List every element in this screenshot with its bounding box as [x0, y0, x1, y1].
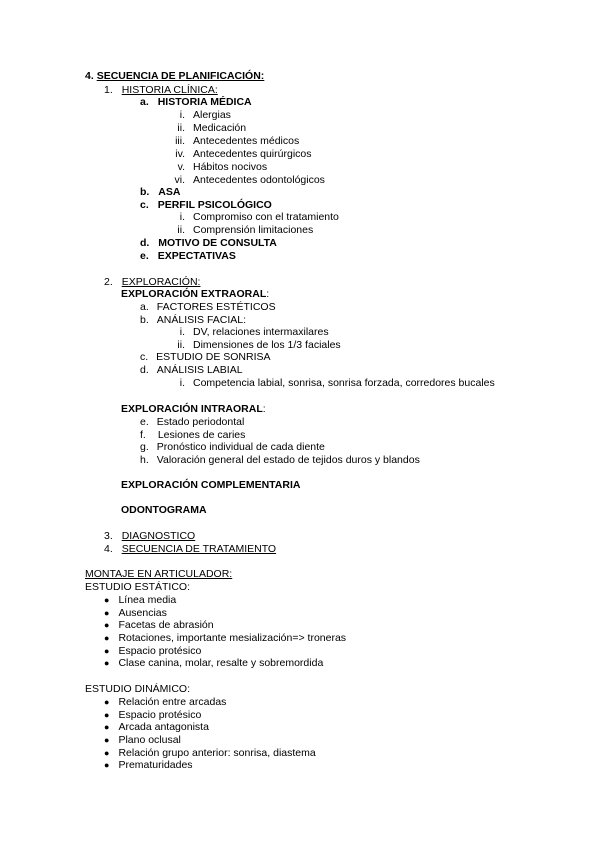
- list-item: [165, 377, 495, 390]
- list-item: [165, 224, 313, 237]
- list-text: Prematuridades: [118, 759, 193, 771]
- bullet-icon: ●: [104, 697, 110, 707]
- list-text: Estado periodontal: [156, 416, 245, 428]
- list-text: Línea media: [118, 594, 177, 606]
- bullet-item: [104, 759, 193, 772]
- list-item: [165, 174, 325, 187]
- bullet-icon: ●: [104, 633, 110, 643]
- bullet-item: [104, 632, 346, 645]
- heading-colon: :: [266, 288, 270, 300]
- list-text: Lesiones de caries: [157, 429, 246, 441]
- roman-number: iii.: [175, 135, 185, 147]
- roman-number: ii.: [177, 122, 185, 134]
- roman-number: ii.: [177, 339, 185, 351]
- list-text: ANÁLISIS FACIAL:: [156, 314, 247, 326]
- roman-number: i.: [179, 211, 185, 223]
- list-text: Facetas de abrasión: [118, 619, 214, 631]
- list-text: Relación grupo anterior: sonrisa, diastema: [118, 747, 316, 759]
- sub-text: ASA: [158, 186, 181, 198]
- sub-letter: f.: [140, 429, 146, 441]
- sub-letter: a.: [140, 301, 149, 313]
- list-text: Valoración general del estado de tejidos duros y blandos: [156, 454, 420, 466]
- list-text: Medicación: [193, 122, 247, 134]
- list-text: DV, relaciones intermaxilares: [193, 326, 329, 338]
- heading-montaje: MONTAJE EN ARTICULADOR:: [85, 568, 233, 580]
- list-number: 4.: [104, 543, 113, 555]
- list-text: Clase canina, molar, resalte y sobremordida: [118, 657, 324, 669]
- list-item: [165, 109, 231, 122]
- sub-text: MOTIVO DE CONSULTA: [158, 237, 277, 249]
- list-text: FACTORES ESTÉTICOS: [156, 301, 276, 313]
- sub-letter: c.: [140, 351, 149, 363]
- subitem-asa: [140, 186, 180, 199]
- list-item-secuencia-tratamiento: [104, 543, 276, 556]
- list-text: Antecedentes quirúrgicos: [193, 148, 312, 160]
- list-text: SECUENCIA DE TRATAMIENTO: [121, 543, 277, 555]
- list-text: Espacio protésico: [118, 709, 202, 721]
- sub-text: PERFIL PSICOLÓGICO: [157, 199, 272, 211]
- bullet-icon: ●: [104, 620, 110, 630]
- list-item-diagnostico: [104, 530, 195, 543]
- subitem-expectativas: [140, 250, 236, 263]
- list-text: Antecedentes médicos: [193, 135, 300, 147]
- bullet-icon: ●: [104, 595, 110, 605]
- list-item: [140, 416, 244, 429]
- bullet-icon: ●: [104, 748, 110, 758]
- section-title: [85, 70, 264, 83]
- heading-colon: :: [262, 403, 266, 415]
- sub-text: HISTORIA MÉDICA: [157, 96, 252, 108]
- subitem-historia-medica: [140, 96, 252, 109]
- sub-letter: b.: [140, 314, 149, 326]
- heading-estudio-dinamico: ESTUDIO DINÁMICO:: [85, 683, 191, 695]
- list-item: [165, 211, 339, 224]
- section-title-text: SECUENCIA DE PLANIFICACIÓN:: [96, 70, 265, 82]
- list-text: ANÁLISIS LABIAL: [156, 364, 243, 376]
- bullet-item: [104, 696, 226, 709]
- list-item: [140, 454, 420, 467]
- list-text: Espacio protésico: [118, 645, 202, 657]
- roman-number: ii.: [177, 224, 185, 236]
- heading-odontograma: ODONTOGRAMA: [121, 504, 207, 516]
- bullet-item: [104, 619, 214, 632]
- heading-estudio-estatico: ESTUDIO ESTÁTICO:: [85, 581, 191, 593]
- bullet-item: [104, 734, 181, 747]
- list-item: [165, 148, 312, 161]
- roman-number: vi.: [174, 174, 185, 186]
- roman-number: iv.: [175, 148, 185, 160]
- list-text: EXPLORACIÓN:: [121, 276, 201, 288]
- list-item: [140, 364, 243, 377]
- list-item: [140, 351, 271, 364]
- list-text: Arcada antagonista: [118, 721, 209, 733]
- list-item: [140, 301, 276, 314]
- bullet-icon: ●: [104, 735, 110, 745]
- bullet-icon: ●: [104, 608, 110, 618]
- sub-letter: h.: [140, 454, 149, 466]
- list-text: Alergias: [193, 109, 231, 121]
- section-number: 4.: [85, 70, 94, 82]
- sub-text: EXPECTATIVAS: [157, 250, 236, 262]
- roman-number: i.: [179, 109, 185, 121]
- list-text: Plano oclusal: [118, 734, 181, 746]
- sub-letter: b.: [140, 186, 150, 198]
- list-text: Compromiso con el tratamiento: [193, 211, 339, 223]
- list-item: [165, 326, 329, 339]
- heading-exploracion-extraoral: [121, 288, 269, 301]
- sub-letter: a.: [140, 96, 149, 108]
- list-item: [165, 161, 267, 174]
- bullet-icon: ●: [104, 760, 110, 770]
- list-text: Antecedentes odontológicos: [193, 174, 325, 186]
- list-text: Comprensión limitaciones: [193, 224, 314, 236]
- roman-number: i.: [179, 377, 185, 389]
- subitem-motivo-consulta: [140, 237, 277, 250]
- list-number: 3.: [104, 530, 113, 542]
- sub-letter: d.: [140, 364, 149, 376]
- bullet-icon: ●: [104, 646, 110, 656]
- list-item: [165, 122, 246, 135]
- heading-exploracion-complementaria: EXPLORACIÓN COMPLEMENTARIA: [121, 479, 301, 491]
- list-text: Ausencias: [118, 607, 167, 619]
- list-text: Hábitos nocivos: [193, 161, 268, 173]
- bullet-item: [104, 657, 323, 670]
- list-text: Rotaciones, importante mesialización=> troneras: [118, 632, 347, 644]
- sub-letter: d.: [140, 237, 150, 249]
- list-item: [140, 441, 325, 454]
- list-text: Pronóstico individual de cada diente: [156, 441, 325, 453]
- bullet-item: [104, 594, 176, 607]
- list-text: ESTUDIO DE SONRISA: [156, 351, 271, 363]
- heading-text: EXPLORACIÓN INTRAORAL: [121, 403, 263, 415]
- roman-number: v.: [177, 161, 185, 173]
- sub-letter: g.: [140, 441, 149, 453]
- bullet-icon: ●: [104, 710, 110, 720]
- list-text: DIAGNOSTICO: [121, 530, 196, 542]
- list-item: [165, 135, 299, 148]
- list-text: Competencia labial, sonrisa, sonrisa forzada, corredores bucales: [193, 377, 495, 389]
- list-text: Relación entre arcadas: [118, 696, 227, 708]
- heading-text: EXPLORACIÓN EXTRAORAL: [121, 288, 267, 300]
- sub-letter: e.: [140, 250, 149, 262]
- bullet-item: [104, 721, 209, 734]
- list-number: 1.: [104, 84, 113, 96]
- list-text: HISTORIA CLÍNICA:: [121, 84, 218, 96]
- list-text: Dimensiones de los 1/3 faciales: [193, 339, 341, 351]
- list-number: 2.: [104, 276, 113, 288]
- heading-exploracion-intraoral: [121, 403, 266, 416]
- sub-letter: c.: [140, 199, 149, 211]
- bullet-icon: ●: [104, 722, 110, 732]
- sub-letter: e.: [140, 416, 149, 428]
- bullet-icon: ●: [104, 658, 110, 668]
- roman-number: i.: [179, 326, 185, 338]
